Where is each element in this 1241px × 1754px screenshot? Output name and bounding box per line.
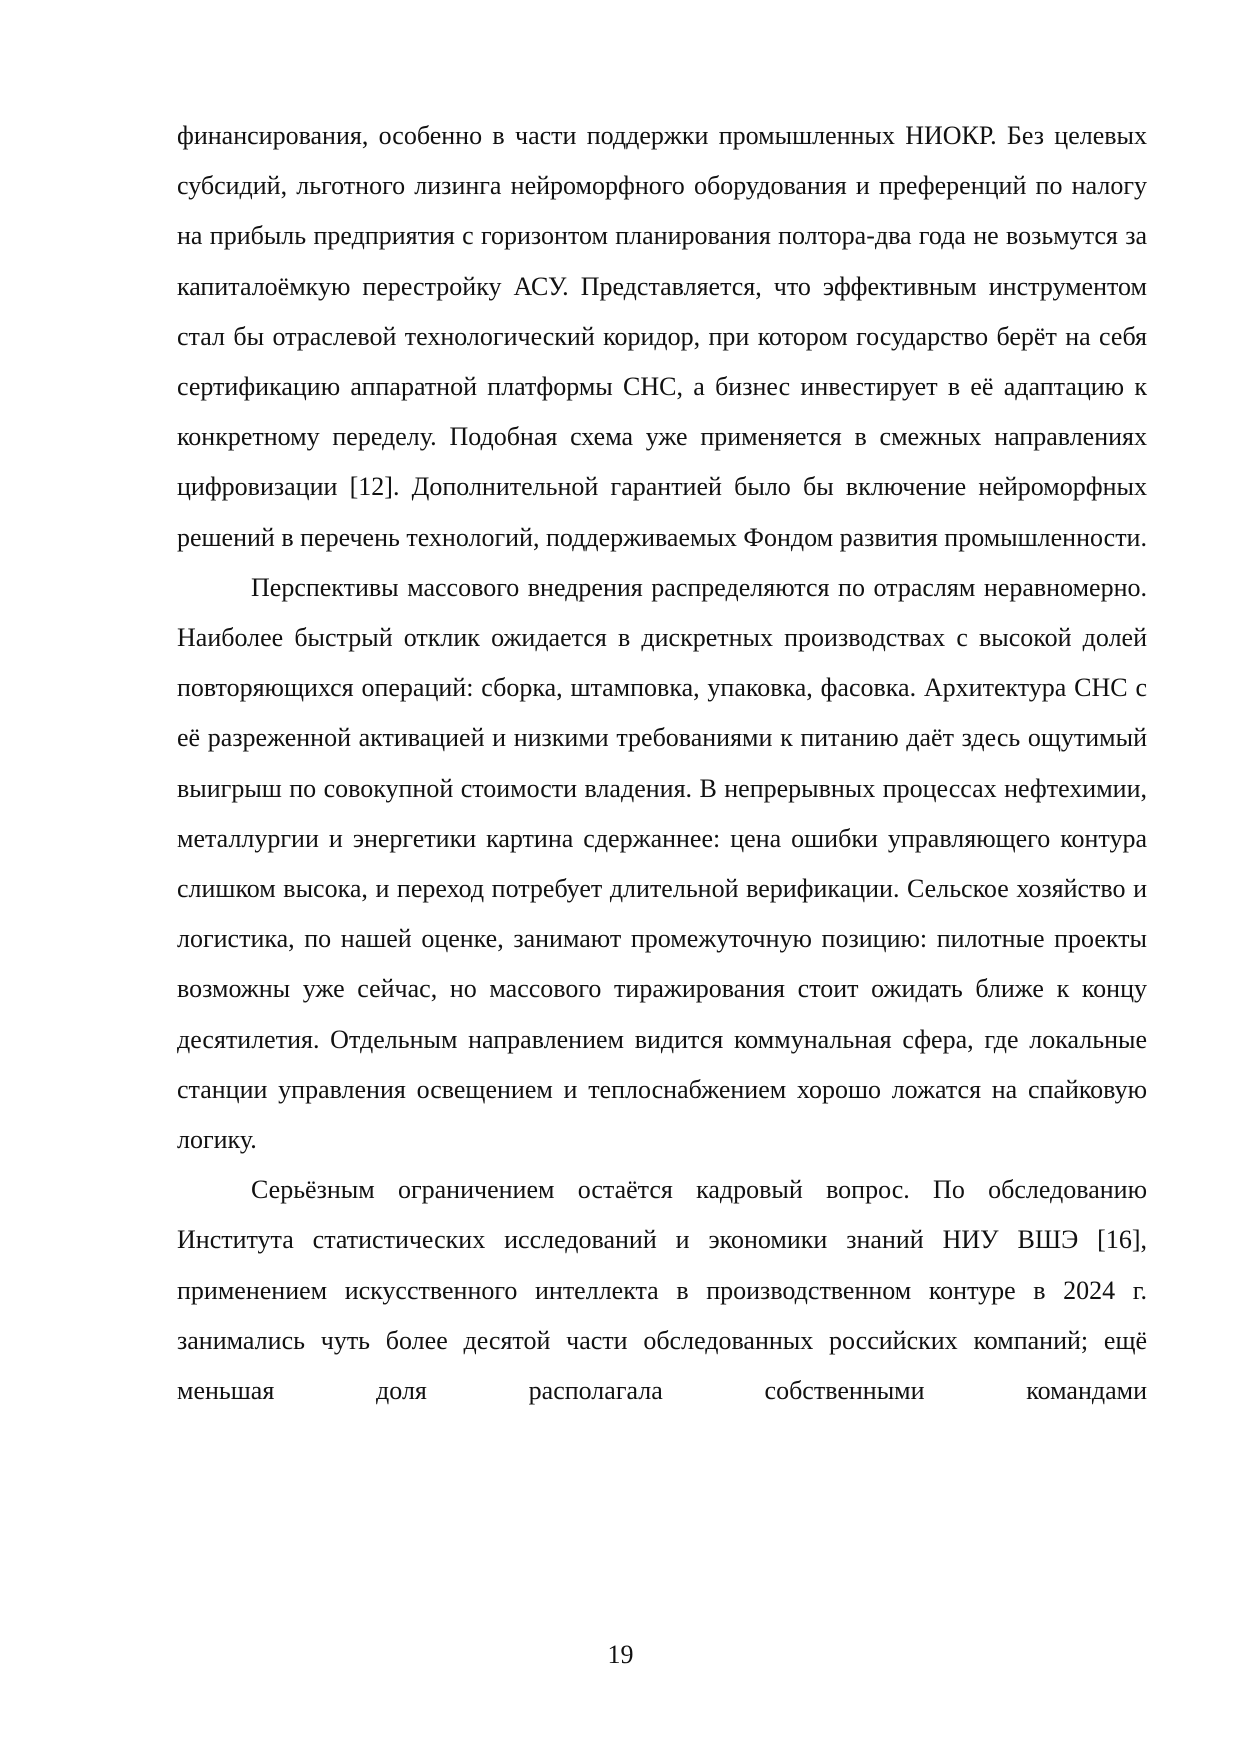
paragraph-staffing-issue: Серьёзным ограничением остаётся кадровый вопрос. По обследованию Института статистических исследований и экономики знаний НИУ ВШЭ [16], применением искусственного интеллекта в производственном контуре в 2024 г. занимались чуть более десятой части обследованных российских компаний; ещё меньшая доля располагала собственными командами <box>177 1175 1147 1406</box>
paragraph-sector-prospects: Перспективы массового внедрения распределяются по отраслям неравномерно. Наиболее быстрый отклик ожидается в дискретных производствах с высокой долей повторяющихся операций: сборка, штамповка, упаковка, фасовка. Архитектура СНС с её разреженной активацией и низкими требованиями к питанию даёт здесь ощутимый выигрыш по совокупной стоимости владения. В непрерывных процессах нефтехимии, металлургии и энергетики картина сдержаннее: цена ошибки управляющего контура слишком высока, и переход потребует длительной верификации. Сельское хозяйство и логистика, по нашей оценке, занимают промежуточную позицию: пилотные проекты возможны уже сейчас, но массового тиражирования стоит ожидать ближе к концу десятилетия. Отдельным направлением видится коммунальная сфера, где локальные станции управления освещением и теплоснабжением хорошо ложатся на спайковую логику. <box>177 572 1147 1155</box>
page-number: 19 <box>607 1640 634 1669</box>
body-text <box>177 111 1147 1416</box>
paragraph-continuation: финансирования, особенно в части поддержки промышленных НИОКР. Без целевых субсидий, льготного лизинга нейроморфного оборудования и преференций по налогу на прибыль предприятия с горизонтом планирования полтора-два года не возьмутся за капиталоёмкую перестройку АСУ. Представляется, что эффективным инструментом стал бы отраслевой технологический коридор, при котором государство берёт на себя сертификацию аппаратной платформы СНС, а бизнес инвестирует в её адаптацию к конкретному переделу. Подобная схема уже применяется в смежных направлениях цифровизации [12]. Дополнительной гарантией было бы включение нейроморфных решений в перечень технологий, поддерживаемых Фондом развития промышленности. <box>177 121 1147 552</box>
